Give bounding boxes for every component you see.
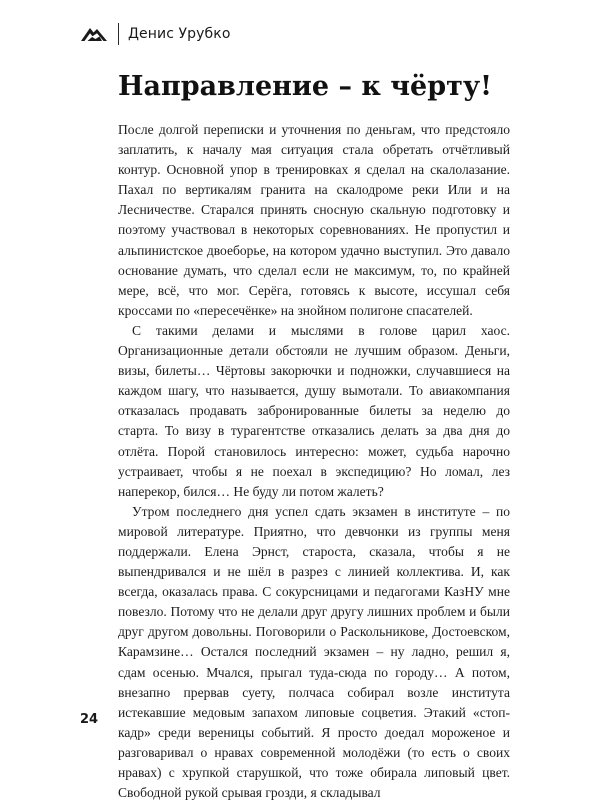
paragraph: С такими делами и мыслями в голове царил хаос. Организационные детали обстояли не лучшим образом. Деньги, визы, билеты… Чёртовы закорючки и подножки, случавшиеся на каждом шагу, что называется, душу вымотали. То авиакомпания отказалась продавать забронированные билеты за неделю до старта. То визу в турагентстве отказались делать за два дня до отлёта. Порой становилось интересно: может, судьба нарочно устраивает, чтобы я не поехал в экспедицию? Но ломал, лез наперекор, бился… Не буду ли потом жалеть?	[118, 322, 510, 499]
running-head-divider	[118, 23, 119, 45]
chapter-title: Направление – к чёрту!	[118, 71, 492, 102]
paragraph: Утром последнего дня успел сдать экзамен в институте – по мировой литературе. Приятно, что девчонки из группы меня поддержали. Елена Эрнст, староста, сказала, чтобы я не выпендривался и не шёл в разрез с линией коллектива. И, как всегда, оказалась права. С сокурсницами и педагогами КазНУ мне повезло. Потому что не делали друг другу лишних проблем и были друг другом довольны. Поговорили о Раскольникове, Достоевском, Карамзине… Остался последний экзамен – ну ладно, решил я, сдам осенью. Мчался, прыгал туда-сюда по городу… А потом, внезапно прервав суету, полчаса собирал возле института истекавшие медовым запахом липовые соцветия. Этакий «стоп-кадр» среди вереницы событий. Я просто доедал мороженое и разговаривал о нравах современной молодёжи (то есть о своих нравах) с хрупкой старушкой, что тоже обирала липовый цвет. Свободной рукой срывая грозди, я складывал	[118, 503, 510, 801]
running-head	[80, 22, 231, 46]
mountain-logo-icon	[80, 24, 108, 44]
page-number: 24	[80, 712, 99, 727]
author-name: Денис Урубко	[128, 26, 231, 42]
paragraph: После долгой переписки и уточнения по деньгам, что предстояло заплатить, к началу мая ситуация стала обретать отчётливый контур. Основной упор в тренировках я сделал на скалолазание. Пахал по вертикалям гранита на скалодроме реки Или и на Лесничестве. Старался принять сносную скальную подготовку и поэтому участвовал в некоторых соревнованиях. Не пропустил и альпинистское двоеборье, на котором удачно выступил. Это давало основание думать, что сделал если не максимум, то, по крайней мере, всё, что мог. Серёга, готовясь к высоте, иссушал себя кроссами по «пересечёнке» на знойном полигоне спасателей.	[118, 122, 510, 318]
body-text	[118, 120, 510, 803]
